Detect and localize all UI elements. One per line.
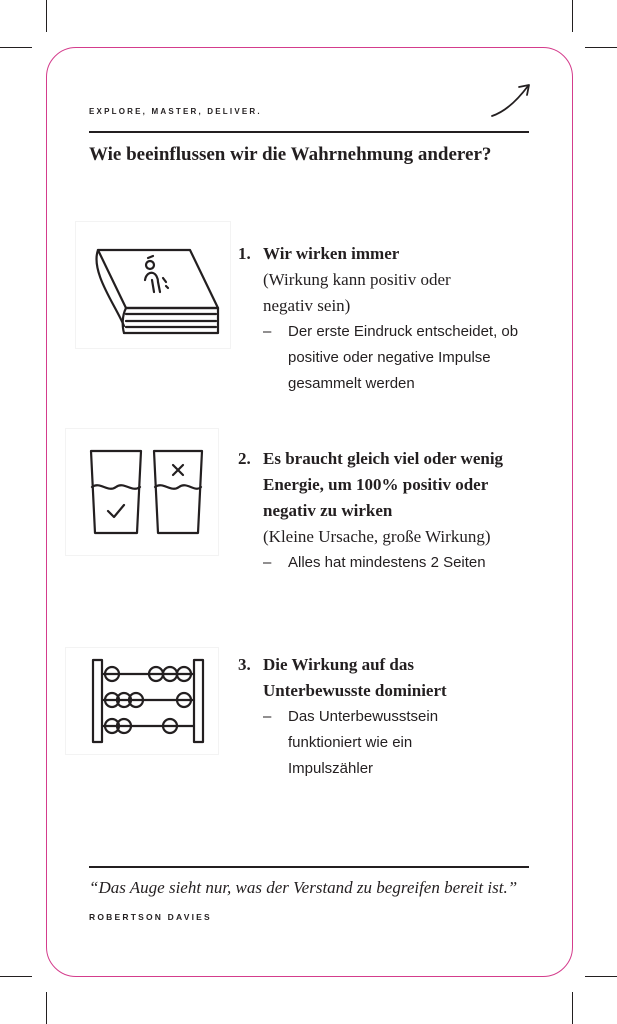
crop-mark — [46, 0, 47, 32]
crop-mark — [46, 992, 47, 1024]
item-subpoint — [263, 704, 538, 782]
crop-mark — [572, 992, 573, 1024]
subpoint-text: Alles hat mindestens 2 Seiten — [288, 554, 486, 571]
quote-text: “Das Auge sieht nur, was der Verstand zu begreifen bereit ist.” — [89, 878, 518, 897]
item-subpoint — [263, 550, 538, 576]
item-subpoint — [263, 319, 538, 397]
dash-bullet: – — [263, 323, 272, 340]
subpoint-text: Der erste Eindruck entscheidet, ob positive oder negative Impulse gesammelt werden — [288, 323, 519, 392]
footer-rule — [89, 866, 529, 868]
page-title: Wie beeinflussen wir die Wahrnehmung anderer? — [89, 144, 492, 165]
crop-mark — [585, 47, 617, 48]
list-item-1 — [238, 241, 538, 397]
dash-bullet: – — [263, 554, 272, 571]
water-glasses-icon — [66, 429, 218, 555]
subpoint-text: Das Unterbewusstsein funktioniert wie ein Impulszähler — [288, 708, 439, 777]
list-item-2 — [238, 446, 538, 576]
abacus-icon — [66, 648, 218, 754]
crop-mark — [572, 0, 573, 32]
header-rule — [89, 131, 529, 133]
arrow-up-right-icon — [488, 80, 534, 122]
item-title: Wir wirken immer — [263, 244, 400, 263]
crop-mark — [0, 976, 32, 977]
item-number: 1. — [238, 244, 251, 263]
quote-author: ROBERTSON DAVIES — [89, 912, 212, 922]
list-item-3 — [238, 652, 538, 782]
item-number: 2. — [238, 449, 251, 468]
item-title: Die Wirkung auf das Unterbewusste dominiert — [263, 655, 447, 700]
item-note: (Kleine Ursache, große Wirkung) — [263, 527, 491, 546]
crop-mark — [585, 976, 617, 977]
brand-tagline: EXPLORE, MASTER, DELIVER. — [89, 107, 262, 116]
crop-mark — [0, 47, 32, 48]
item-number: 3. — [238, 655, 251, 674]
dash-bullet: – — [263, 708, 272, 725]
item-title: Es braucht gleich viel oder wenig Energie, um 100% positiv oder negativ zu wirken — [263, 449, 504, 520]
item-note: (Wirkung kann positiv oder negativ sein) — [263, 270, 451, 315]
book-icon — [76, 222, 230, 348]
